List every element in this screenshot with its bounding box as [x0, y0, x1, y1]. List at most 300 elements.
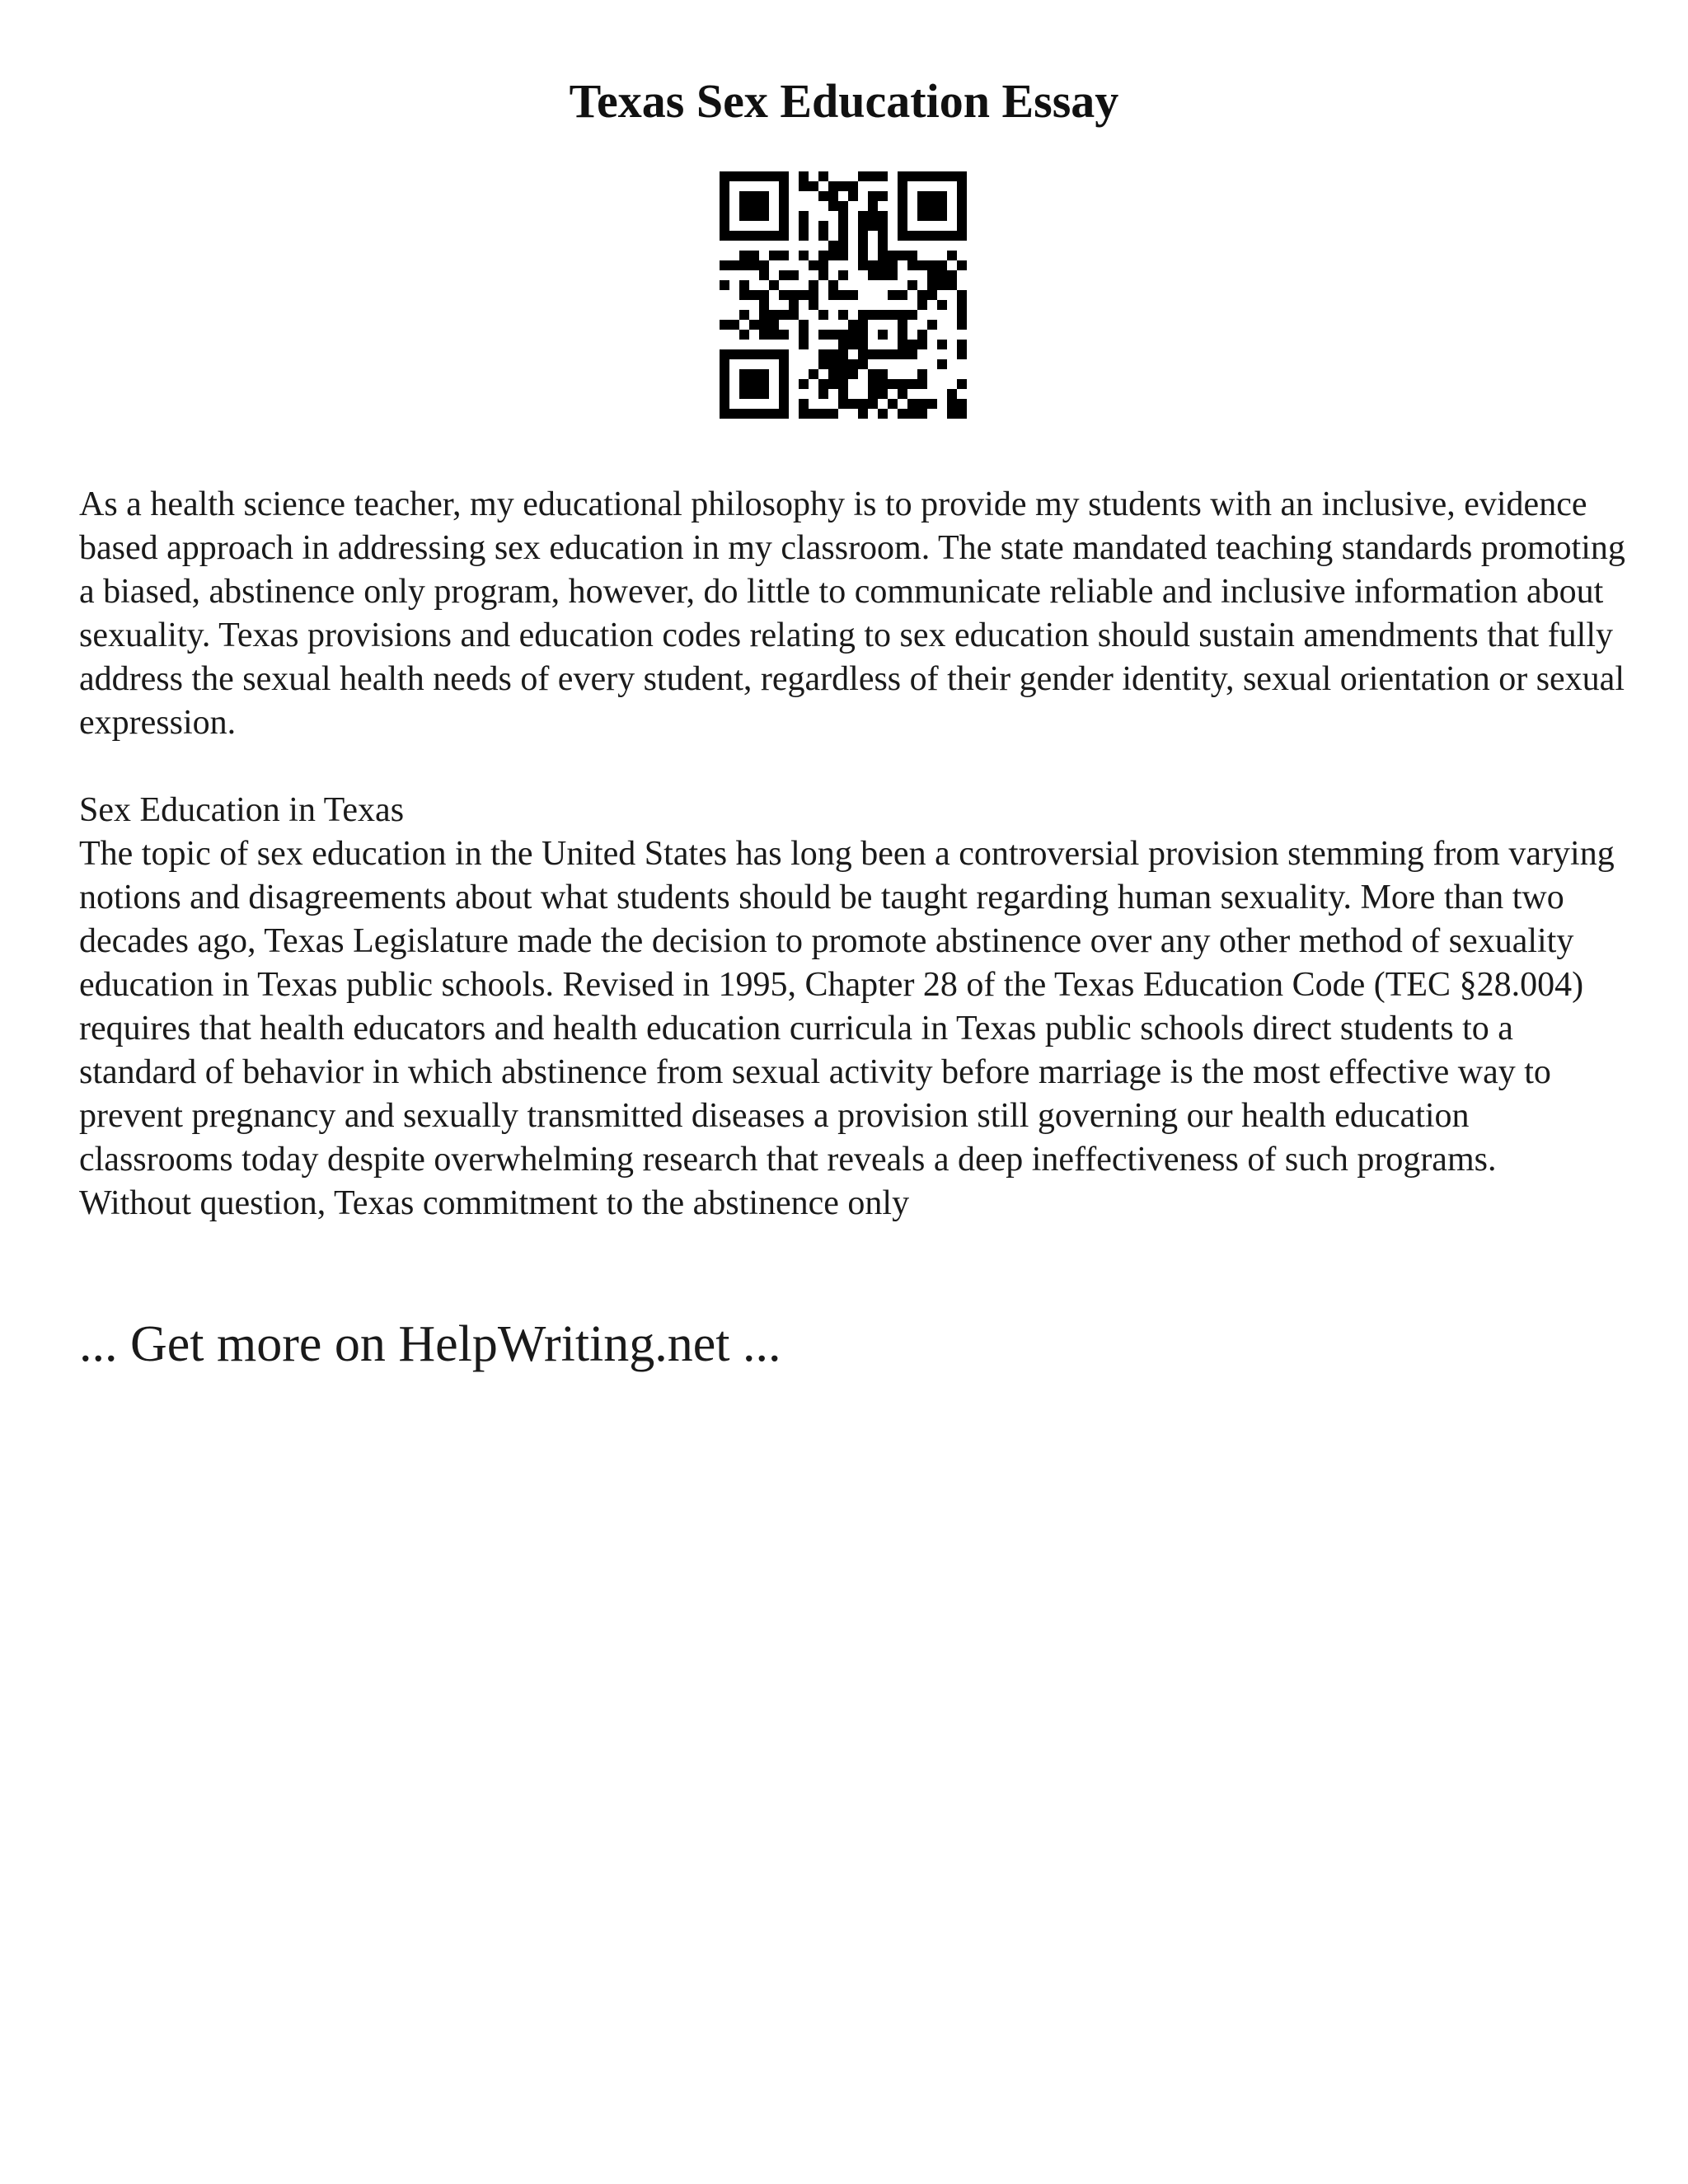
- qr-module: [720, 201, 729, 211]
- qr-module: [739, 201, 749, 211]
- qr-module: [739, 349, 749, 359]
- qr-module: [848, 359, 858, 369]
- qr-module: [720, 369, 729, 379]
- qr-module: [749, 320, 759, 330]
- qr-module: [888, 310, 898, 320]
- qr-module: [759, 310, 769, 320]
- qr-module: [799, 231, 809, 241]
- qr-module: [878, 260, 888, 270]
- qr-module: [739, 260, 749, 270]
- qr-module: [907, 231, 917, 241]
- qr-module: [720, 379, 729, 389]
- qr-module: [957, 191, 967, 201]
- qr-module: [937, 359, 947, 369]
- section-heading: Sex Education in Texas: [79, 791, 405, 829]
- qr-module: [769, 310, 779, 320]
- qr-module: [898, 340, 907, 349]
- qr-module: [749, 389, 759, 399]
- qr-module: [720, 231, 729, 241]
- qr-module: [818, 409, 828, 419]
- qr-module: [769, 251, 779, 260]
- qr-module: [838, 241, 848, 251]
- qr-module: [858, 171, 868, 181]
- qr-module: [769, 231, 779, 241]
- qr-module: [858, 340, 868, 349]
- qr-module: [898, 349, 907, 359]
- qr-module: [739, 330, 749, 340]
- qr-module: [907, 280, 917, 290]
- qr-module: [927, 290, 937, 300]
- qr-module: [907, 340, 917, 349]
- qr-module: [789, 290, 799, 300]
- qr-module: [888, 260, 898, 270]
- qr-module: [759, 231, 769, 241]
- qr-module: [858, 221, 868, 231]
- qr-module: [729, 349, 739, 359]
- qr-module: [789, 300, 799, 310]
- qr-module: [937, 270, 947, 280]
- qr-module: [818, 260, 828, 270]
- qr-module: [898, 290, 907, 300]
- qr-module: [878, 379, 888, 389]
- qr-module: [858, 349, 868, 359]
- qr-module: [878, 191, 888, 201]
- qr-module: [799, 211, 809, 221]
- qr-module: [917, 191, 927, 201]
- qr-module: [838, 369, 848, 379]
- qr-module: [818, 310, 828, 320]
- qr-module: [739, 310, 749, 320]
- qr-module: [749, 260, 759, 270]
- qr-code-image: [720, 171, 967, 419]
- qr-module: [769, 349, 779, 359]
- qr-module: [720, 181, 729, 191]
- qr-module: [828, 251, 838, 260]
- qr-module: [937, 340, 947, 349]
- qr-module: [858, 409, 868, 419]
- qr-module: [720, 320, 729, 330]
- qr-module: [799, 409, 809, 419]
- qr-module: [739, 389, 749, 399]
- qr-module: [828, 290, 838, 300]
- qr-module: [878, 171, 888, 181]
- qr-module: [828, 181, 838, 191]
- qr-module: [828, 379, 838, 389]
- qr-module: [858, 320, 868, 330]
- qr-module: [917, 330, 927, 340]
- qr-module: [838, 349, 848, 359]
- qr-module: [838, 270, 848, 280]
- qr-module: [957, 171, 967, 181]
- qr-module: [739, 280, 749, 290]
- qr-module: [858, 330, 868, 340]
- qr-module: [779, 270, 789, 280]
- qr-module: [838, 310, 848, 320]
- qr-module: [957, 320, 967, 330]
- qr-module: [888, 399, 898, 409]
- qr-module: [937, 231, 947, 241]
- qr-module: [818, 270, 828, 280]
- qr-module: [868, 270, 878, 280]
- qr-module: [947, 280, 957, 290]
- qr-module: [848, 330, 858, 340]
- qr-module: [838, 221, 848, 231]
- qr-module: [957, 300, 967, 310]
- qr-module: [868, 211, 878, 221]
- qr-module: [749, 409, 759, 419]
- qr-module: [858, 241, 868, 251]
- qr-module: [809, 290, 818, 300]
- qr-module: [907, 310, 917, 320]
- qr-module: [799, 221, 809, 231]
- qr-module: [818, 231, 828, 241]
- qr-module: [947, 389, 957, 399]
- qr-module: [729, 320, 739, 330]
- qr-module: [957, 310, 967, 320]
- qr-module: [739, 211, 749, 221]
- qr-module: [809, 280, 818, 290]
- qr-module: [957, 340, 967, 349]
- qr-module: [937, 201, 947, 211]
- qr-module: [818, 389, 828, 399]
- qr-module: [759, 409, 769, 419]
- qr-module: [947, 399, 957, 409]
- qr-module: [720, 211, 729, 221]
- qr-module: [898, 201, 907, 211]
- qr-module: [799, 330, 809, 340]
- qr-module: [878, 389, 888, 399]
- qr-module: [848, 340, 858, 349]
- qr-module: [759, 201, 769, 211]
- qr-module: [888, 251, 898, 260]
- qr-module: [759, 300, 769, 310]
- qr-module: [898, 389, 907, 399]
- qr-module: [878, 330, 888, 340]
- qr-module: [868, 191, 878, 201]
- qr-module: [809, 369, 818, 379]
- qr-module: [749, 251, 759, 260]
- qr-module: [888, 379, 898, 389]
- closing-line: Without question, Texas commitment to the abstinence only: [79, 1184, 910, 1222]
- qr-module: [739, 231, 749, 241]
- qr-module: [927, 280, 937, 290]
- qr-module: [759, 349, 769, 359]
- qr-module: [898, 211, 907, 221]
- qr-module: [739, 379, 749, 389]
- qr-module: [907, 409, 917, 419]
- qr-module: [937, 171, 947, 181]
- qr-module: [868, 171, 878, 181]
- qr-module: [868, 201, 878, 211]
- qr-module: [957, 181, 967, 191]
- qr-module: [917, 260, 927, 270]
- qr-module: [779, 389, 789, 399]
- qr-module: [779, 399, 789, 409]
- qr-module: [848, 191, 858, 201]
- qr-module: [779, 211, 789, 221]
- qr-module: [789, 310, 799, 320]
- qr-module: [898, 409, 907, 419]
- qr-module: [720, 191, 729, 201]
- qr-module: [917, 340, 927, 349]
- qr-module: [818, 221, 828, 231]
- qr-module: [868, 221, 878, 231]
- qr-module: [878, 211, 888, 221]
- qr-module: [947, 270, 957, 280]
- qr-module: [907, 399, 917, 409]
- qr-module: [947, 251, 957, 260]
- qr-module: [720, 389, 729, 399]
- qr-module: [759, 290, 769, 300]
- qr-module: [838, 181, 848, 191]
- qr-module: [759, 211, 769, 221]
- qr-module: [828, 191, 838, 201]
- qr-module: [749, 211, 759, 221]
- qr-module: [878, 251, 888, 260]
- qr-module: [828, 359, 838, 369]
- section-paragraph: The topic of sex education in the United States has long been a controversial provision stemming from varying notions and disagreements about what students should be taught regarding human sexuality. More than two decades ago, Texas Legislature made the decision to promote abstinence over any other method of sexuality education in Texas public schools. Revised in 1995, Chapter 28 of the Texas Education Code (TEC §28.004) requires that health educators and health education curricula in Texas public schools direct students to a standard of behavior in which abstinence from sexual activity before marriage is the most effective way to prevent pregnancy and sexually transmitted diseases a provision still governing our health education classrooms today despite overwhelming research that reveals a deep ineffectiveness of such programs.: [79, 835, 1615, 1179]
- qr-module: [848, 369, 858, 379]
- qr-module: [779, 290, 789, 300]
- qr-module: [779, 349, 789, 359]
- qr-module: [927, 320, 937, 330]
- qr-module: [848, 320, 858, 330]
- qr-module: [720, 260, 729, 270]
- qr-module: [818, 379, 828, 389]
- qr-module: [749, 369, 759, 379]
- qr-module: [888, 349, 898, 359]
- qr-module: [848, 290, 858, 300]
- qr-module: [927, 211, 937, 221]
- qr-module: [907, 379, 917, 389]
- qr-module: [898, 231, 907, 241]
- qr-module: [779, 231, 789, 241]
- qr-module: [769, 409, 779, 419]
- qr-module: [917, 399, 927, 409]
- intro-paragraph: As a health science teacher, my educational philosophy is to provide my students with an inclusive, evidence based approach in addressing sex education in my classroom. The state mandated teaching standards promoting a biased, abstinence only program, however, do little to communicate reliable and inclusive information about sexuality. Texas provisions and education codes relating to sex education should sustain amendments that fully address the sexual health needs of every student, regardless of their gender identity, sexual orientation or sexual expression.: [79, 485, 1625, 742]
- qr-module: [838, 290, 848, 300]
- qr-module: [907, 171, 917, 181]
- qr-module: [749, 191, 759, 201]
- qr-module: [957, 231, 967, 241]
- qr-module: [858, 211, 868, 221]
- qr-module: [799, 181, 809, 191]
- qr-module: [858, 310, 868, 320]
- qr-module: [769, 171, 779, 181]
- qr-module: [809, 181, 818, 191]
- qr-module: [927, 270, 937, 280]
- qr-module: [917, 290, 927, 300]
- get-more-link[interactable]: ... Get more on HelpWriting.net ...: [79, 1316, 781, 1372]
- qr-module: [720, 171, 729, 181]
- qr-module: [878, 221, 888, 231]
- qr-module: [838, 201, 848, 211]
- qr-module: [749, 379, 759, 389]
- qr-module: [937, 260, 947, 270]
- qr-module: [898, 379, 907, 389]
- qr-module: [927, 191, 937, 201]
- qr-module: [838, 231, 848, 241]
- qr-module: [907, 251, 917, 260]
- qr-module: [917, 231, 927, 241]
- qr-module: [868, 369, 878, 379]
- qr-module: [858, 231, 868, 241]
- qr-module: [868, 310, 878, 320]
- qr-module: [937, 211, 947, 221]
- qr-module: [729, 171, 739, 181]
- qr-module: [838, 211, 848, 221]
- qr-module: [779, 181, 789, 191]
- qr-module: [937, 300, 947, 310]
- qr-module: [779, 330, 789, 340]
- qr-module: [878, 270, 888, 280]
- qr-module: [818, 251, 828, 260]
- qr-module: [898, 191, 907, 201]
- qr-module: [898, 330, 907, 340]
- qr-module: [957, 409, 967, 419]
- qr-module: [878, 231, 888, 241]
- qr-module: [759, 379, 769, 389]
- qr-module: [957, 290, 967, 300]
- qr-module: [828, 369, 838, 379]
- qr-module: [749, 171, 759, 181]
- qr-module: [898, 221, 907, 231]
- qr-module: [799, 171, 809, 181]
- qr-module: [878, 369, 888, 379]
- qr-module: [957, 201, 967, 211]
- qr-module: [947, 231, 957, 241]
- qr-module: [759, 191, 769, 201]
- qr-module: [759, 320, 769, 330]
- qr-code-graphic: [720, 171, 967, 419]
- qr-module: [868, 389, 878, 399]
- qr-module: [779, 191, 789, 201]
- qr-module: [759, 369, 769, 379]
- qr-module: [917, 171, 927, 181]
- qr-module: [779, 310, 789, 320]
- qr-module: [898, 310, 907, 320]
- qr-module: [779, 369, 789, 379]
- qr-module: [749, 201, 759, 211]
- qr-module: [749, 231, 759, 241]
- qr-module: [739, 251, 749, 260]
- qr-module: [720, 349, 729, 359]
- qr-module: [917, 369, 927, 379]
- qr-module: [749, 349, 759, 359]
- qr-module: [917, 409, 927, 419]
- qr-module: [720, 399, 729, 409]
- qr-module: [799, 251, 809, 260]
- qr-module: [957, 379, 967, 389]
- qr-module: [779, 379, 789, 389]
- qr-module: [769, 330, 779, 340]
- qr-module: [878, 310, 888, 320]
- qr-module: [937, 280, 947, 290]
- qr-module: [809, 260, 818, 270]
- qr-module: [818, 359, 828, 369]
- qr-module: [818, 349, 828, 359]
- qr-module: [937, 191, 947, 201]
- qr-module: [868, 349, 878, 359]
- qr-module: [799, 290, 809, 300]
- qr-module: [799, 399, 809, 409]
- qr-module: [957, 260, 967, 270]
- qr-module: [759, 270, 769, 280]
- qr-module: [898, 251, 907, 260]
- qr-module: [858, 399, 868, 409]
- qr-module: [927, 231, 937, 241]
- qr-module: [907, 260, 917, 270]
- qr-module: [759, 171, 769, 181]
- qr-module: [917, 211, 927, 221]
- qr-module: [957, 221, 967, 231]
- qr-module: [927, 399, 937, 409]
- qr-module: [947, 171, 957, 181]
- qr-module: [789, 270, 799, 280]
- qr-module: [729, 260, 739, 270]
- qr-module: [818, 191, 828, 201]
- qr-module: [779, 409, 789, 419]
- qr-module: [838, 340, 848, 349]
- qr-module: [809, 300, 818, 310]
- qr-module: [779, 171, 789, 181]
- qr-module: [868, 399, 878, 409]
- qr-module: [828, 330, 838, 340]
- qr-module: [739, 171, 749, 181]
- qr-module: [907, 349, 917, 359]
- qr-module: [957, 399, 967, 409]
- qr-module: [898, 181, 907, 191]
- qr-module: [957, 349, 967, 359]
- qr-module: [720, 280, 729, 290]
- qr-module: [818, 330, 828, 340]
- qr-module: [828, 349, 838, 359]
- qr-module: [898, 320, 907, 330]
- qr-module: [739, 191, 749, 201]
- qr-module: [858, 260, 868, 270]
- qr-module: [799, 320, 809, 330]
- qr-module: [769, 320, 779, 330]
- qr-module: [828, 241, 838, 251]
- qr-module: [838, 251, 848, 260]
- qr-module: [759, 330, 769, 340]
- qr-module: [838, 359, 848, 369]
- qr-module: [828, 409, 838, 419]
- qr-module: [858, 359, 868, 369]
- qr-module: [947, 409, 957, 419]
- qr-module: [779, 221, 789, 231]
- qr-module: [878, 349, 888, 359]
- qr-module: [957, 211, 967, 221]
- essay-body: [79, 483, 1629, 1226]
- qr-module: [759, 260, 769, 270]
- qr-module: [898, 171, 907, 181]
- qr-module: [838, 389, 848, 399]
- qr-module: [848, 399, 858, 409]
- qr-module: [878, 409, 888, 419]
- qr-module: [838, 399, 848, 409]
- qr-module: [769, 280, 779, 290]
- qr-module: [759, 389, 769, 399]
- qr-module: [848, 181, 858, 191]
- qr-module: [927, 171, 937, 181]
- qr-module: [858, 251, 868, 260]
- qr-module: [739, 369, 749, 379]
- qr-module: [720, 409, 729, 419]
- qr-module: [729, 409, 739, 419]
- qr-module: [838, 330, 848, 340]
- qr-module: [779, 251, 789, 260]
